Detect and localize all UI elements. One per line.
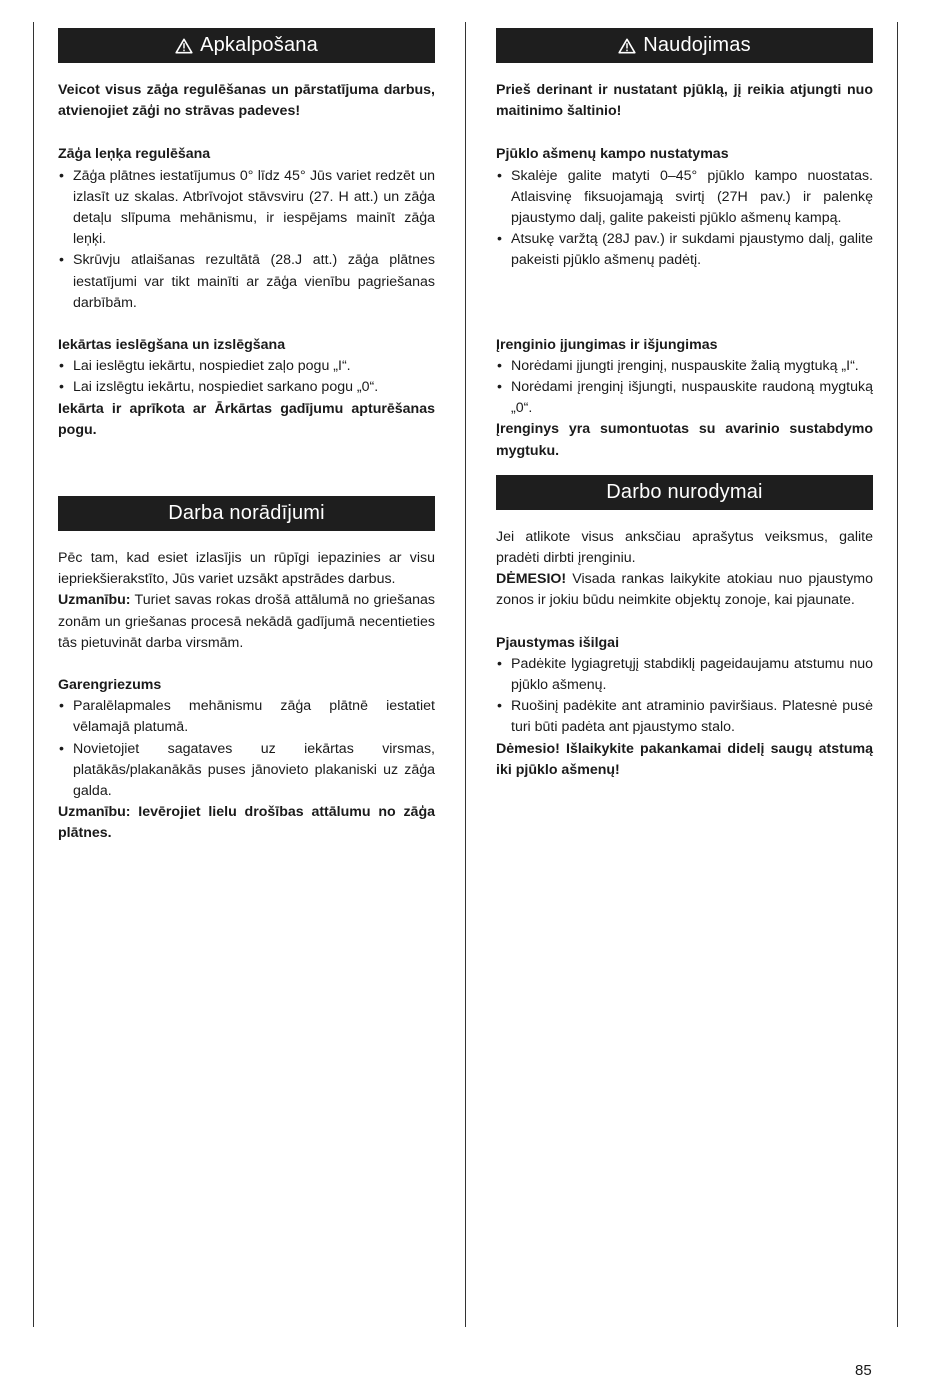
caution-label: DĖMESIO!	[496, 571, 567, 588]
section-title: Apkalpošana	[200, 33, 318, 56]
caution-paragraph	[496, 569, 873, 611]
bullet-list	[58, 166, 435, 314]
list-item: • Skrūvju atlaišanas rezultātā (28.J att.) zāģa plātnes iestatījumi var tikt mainīti ar zāģa vienību pagriešanas darbībām.	[58, 250, 435, 314]
list-item: • Padėkite lygiagretųjį stabdiklį pageidaujamu atstumu nuo pjūklo ašmenų.	[496, 654, 873, 696]
emergency-stop-note: Įrenginys yra sumontuotas su avarinio sustabdymo mygtuku.	[496, 421, 873, 459]
list-item: • Ruošinį padėkite ant atraminio paviršiaus. Platesnė pusė turi būti padėta ant pjaustymo stalo.	[496, 696, 873, 738]
subsection-heading: Pjūklo ašmenų kampo nustatymas	[496, 146, 729, 163]
page-number: 85	[855, 1362, 872, 1379]
column-divider-right	[897, 22, 898, 1327]
subsection-heading: Iekārtas ieslēgšana un izslēgšana	[58, 337, 286, 354]
right-column	[496, 28, 873, 781]
list-item: • Skalėje galite matyti 0–45° pjūklo kampo nuostatas. Atlaisvinę fiksuojamąją svirtį (27H pav.) ir palenkę pjaustymo dalį, galite pakeisti pjūklo ašmenų kampą.	[496, 166, 873, 230]
warning-triangle-icon	[618, 38, 636, 54]
list-item: • Norėdami įrenginį išjungti, nuspauskite raudoną mygtuką „0“.	[496, 377, 873, 419]
list-item: • Novietojiet sagataves uz iekārtas virsmas, platākās/plakanākās puses jānovieto plakaniski uz zāģa galda.	[58, 739, 435, 803]
safety-warning: Veicot visus zāģa regulēšanas un pārstatījuma darbus, atvienojiet zāģi no strāvas padeves!	[58, 82, 435, 120]
section-title: Naudojimas	[643, 33, 751, 56]
subsection-heading: Įrenginio įjungimas ir išjungimas	[496, 336, 718, 353]
subsection-heading: Garengriezums	[58, 677, 162, 694]
list-item: • Norėdami įjungti įrenginį, nuspauskite žalią mygtuką „I“.	[496, 356, 873, 377]
bullet-list	[496, 356, 873, 420]
bullet-list	[496, 166, 873, 272]
emergency-stop-note: Iekārta ir aprīkota ar Ārkārtas gadījumu apturēšanas pogu.	[58, 400, 435, 438]
caution-paragraph	[58, 590, 435, 654]
list-item: • Lai ieslēgtu iekārtu, nospiediet zaļo pogu „I“.	[58, 356, 435, 377]
intro-paragraph: Jei atlikote visus anksčiau aprašytus veiksmus, galite pradėti dirbti įrenginiu.	[496, 528, 873, 567]
section-title: Darbo nurodymai	[606, 480, 763, 503]
list-item: • Lai izslēgtu iekārtu, nospiediet sarkano pogu „0“.	[58, 377, 435, 398]
bullet-list	[496, 654, 873, 739]
warning-triangle-icon	[175, 38, 193, 54]
caution-label: Uzmanību:	[58, 592, 131, 609]
list-item: • Paralēlapmales mehānismu zāģa plātnē iestatiet vēlamajā platumā.	[58, 696, 435, 738]
section-banner-darba-noradijumi	[58, 496, 435, 531]
section-banner-darbo-nurodymai	[496, 475, 873, 510]
column-divider-left	[33, 22, 34, 1327]
column-divider-center	[465, 22, 466, 1327]
safety-warning: Prieš derinant ir nustatant pjūklą, jį reikia atjungti nuo maitinimo šaltinio!	[496, 82, 873, 120]
section-banner-apkalposana	[58, 28, 435, 63]
list-item: • Zāģa plātnes iestatījumus 0° līdz 45° Jūs variet redzēt un izlasīt uz skalas. Atbrīvojot stāvsviru (27. H att.) un zāģa detaļu slīpuma mehānismu, ir iespējams mainīt zāģa leņķi.	[58, 166, 435, 251]
subsection-heading: Pjaustymas išilgai	[496, 634, 620, 651]
bullet-list	[58, 696, 435, 802]
intro-paragraph: Pēc tam, kad esiet izlasījis un rūpīgi iepazinies ar visu iepriekšierakstīto, Jūs variet uzsākt apstrādes darbus.	[58, 550, 435, 588]
caution-note: Uzmanību: Ievērojiet lielu drošības attālumu no zāģa plātnes.	[58, 804, 435, 842]
section-banner-naudojimas	[496, 28, 873, 63]
bullet-list	[58, 356, 435, 398]
caution-text: Visada rankas laikykite atokiau nuo pjaustymo zonos ir jokiu būdu neimkite objektų zonoje, kai pjaunate.	[496, 571, 873, 609]
left-column	[58, 28, 435, 845]
list-item: • Atsukę varžtą (28J pav.) ir sukdami pjaustymo dalį, galite pakeisti pjūklo ašmenų padėtį.	[496, 229, 873, 271]
caution-text: Turiet savas rokas drošā attālumā no griešanas zonām un griešanas procesā nekādā gadījumā necentieties tās pietuvināt darba virsmām.	[58, 592, 435, 651]
subsection-heading: Zāģa leņķa regulēšana	[58, 146, 211, 163]
section-title: Darba norādījumi	[168, 501, 325, 524]
caution-note: Dėmesio! Išlaikykite pakankamai didelį saugų atstumą iki pjūklo ašmenų!	[496, 740, 873, 778]
